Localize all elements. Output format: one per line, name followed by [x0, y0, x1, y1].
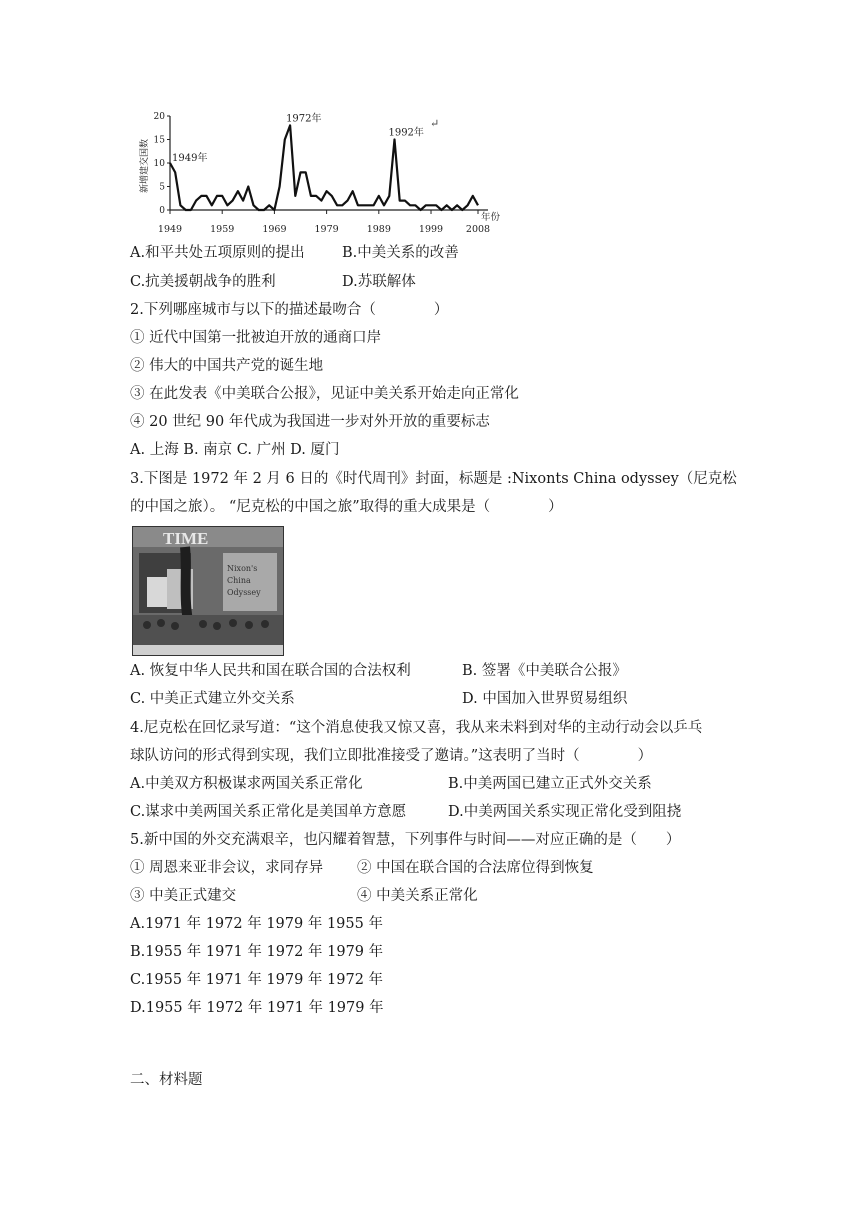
x-tick-label: 1959	[210, 224, 235, 235]
q4-stem-line-2: 球队访问的形式得到实现，我们立即批准接受了邀请。”这表明了当时（ ）	[130, 748, 653, 764]
q1-option-c: C.抗美援朝战争的胜利	[130, 274, 276, 290]
y-tick-label: 0	[159, 206, 165, 216]
q2-item-1: ① 近代中国第一批被迫开放的通商口岸	[130, 330, 382, 346]
q5-stem: 5.新中国的外交充满艰辛，也闪耀着智慧，下列事件与时间——对应正确的是（ ）	[130, 832, 681, 848]
svg-text:China: China	[227, 576, 251, 585]
q3-option-c: C. 中美正式建立外交关系	[130, 691, 295, 707]
q5-option-b: B.1955 年 1971 年 1972 年 1979 年	[130, 944, 384, 960]
q1-option-d: D.苏联解体	[342, 274, 416, 290]
q3-option-b: B. 签署《中美联合公报》	[462, 663, 627, 679]
q5-option-a: A.1971 年 1972 年 1979 年 1955 年	[130, 916, 383, 932]
q1-option-a: A.和平共处五项原则的提出	[130, 245, 305, 261]
q2-item-2: ② 伟大的中国共产党的诞生地	[130, 358, 324, 374]
q4-option-d: D.中美两国关系实现正常化受到阻挠	[448, 804, 682, 820]
q2-options: A. 上海 B. 南京 C. 广州 D. 厦门	[130, 442, 340, 458]
annotation-label: 1972年	[286, 113, 322, 125]
q5-item-1: ① 周恩来亚非会议，求同存异	[130, 860, 324, 876]
q2-item-3: ③ 在此发表《中美联合公报》，见证中美关系开始走向正常化	[130, 386, 519, 402]
section-heading: 二、材料题	[130, 1072, 203, 1088]
annotation-label: 1949年	[172, 153, 208, 164]
x-tick-label: 1999	[418, 224, 444, 235]
chart-ylabel: 新增建交国数	[140, 138, 150, 194]
q5-item-3: ③ 中美正式建交	[130, 888, 237, 904]
q5-option-c: C.1955 年 1971 年 1979 年 1972 年	[130, 972, 384, 988]
q5-item-2: ② 中国在联合国的合法席位得到恢复	[357, 860, 594, 876]
q3-stem-line-1: 3.下图是 1972 年 2 月 6 日的《时代周刊》封面，标题是 :Nixonts China odyssey（尼克松	[130, 471, 737, 487]
q4-stem-line-1: 4.尼克松在回忆录写道：“这个消息使我又惊又喜，我从来未料到对华的主动行动会以乒乓	[130, 720, 703, 736]
x-tick-label: 2008	[465, 224, 491, 235]
q2-item-4: ④ 20 世纪 90 年代成为我国进一步对外开放的重要标志	[130, 414, 490, 430]
q3-option-d: D. 中国加入世界贸易组织	[462, 691, 628, 707]
y-tick-label: 15	[153, 135, 165, 146]
q4-option-a: A.中美双方积极谋求两国关系正常化	[130, 776, 363, 792]
annotation-label: 1992年	[388, 127, 424, 139]
q4-option-b: B.中美两国已建立正式外交关系	[448, 776, 652, 792]
series-line	[170, 125, 478, 210]
svg-text:Nixon's: Nixon's	[227, 564, 258, 573]
return-mark: ↵	[430, 117, 440, 130]
time-magazine-cover-image	[132, 526, 284, 656]
x-tick-label: 1979	[314, 224, 339, 235]
q1-option-b: B.中美关系的改善	[342, 245, 459, 261]
y-tick-label: 20	[153, 112, 165, 122]
q3-option-a: A. 恢复中华人民共和国在联合国的合法权利	[130, 663, 411, 679]
q5-item-4: ④ 中美关系正常化	[357, 888, 478, 904]
q4-option-c: C.谋求中美两国关系正常化是美国单方意愿	[130, 804, 407, 820]
y-tick-label: 10	[153, 159, 165, 169]
y-tick-label: 5	[159, 182, 165, 193]
x-tick-label: 1949	[157, 224, 183, 235]
x-tick-label: 1989	[366, 224, 391, 235]
svg-text:TIME: TIME	[163, 529, 209, 548]
chart-xlabel: 年份	[481, 212, 501, 223]
q5-option-d: D.1955 年 1972 年 1971 年 1979 年	[130, 1000, 384, 1016]
x-tick-label: 1969	[262, 224, 287, 235]
q3-stem-line-2: 的中国之旅）。 “尼克松的中国之旅”取得的重大成果是（ ）	[130, 499, 563, 515]
svg-text:Odyssey: Odyssey	[227, 588, 261, 597]
diplomatic-relations-line-chart	[138, 108, 518, 238]
q2-stem: 2.下列哪座城市与以下的描述最吻合（ ）	[130, 302, 449, 318]
